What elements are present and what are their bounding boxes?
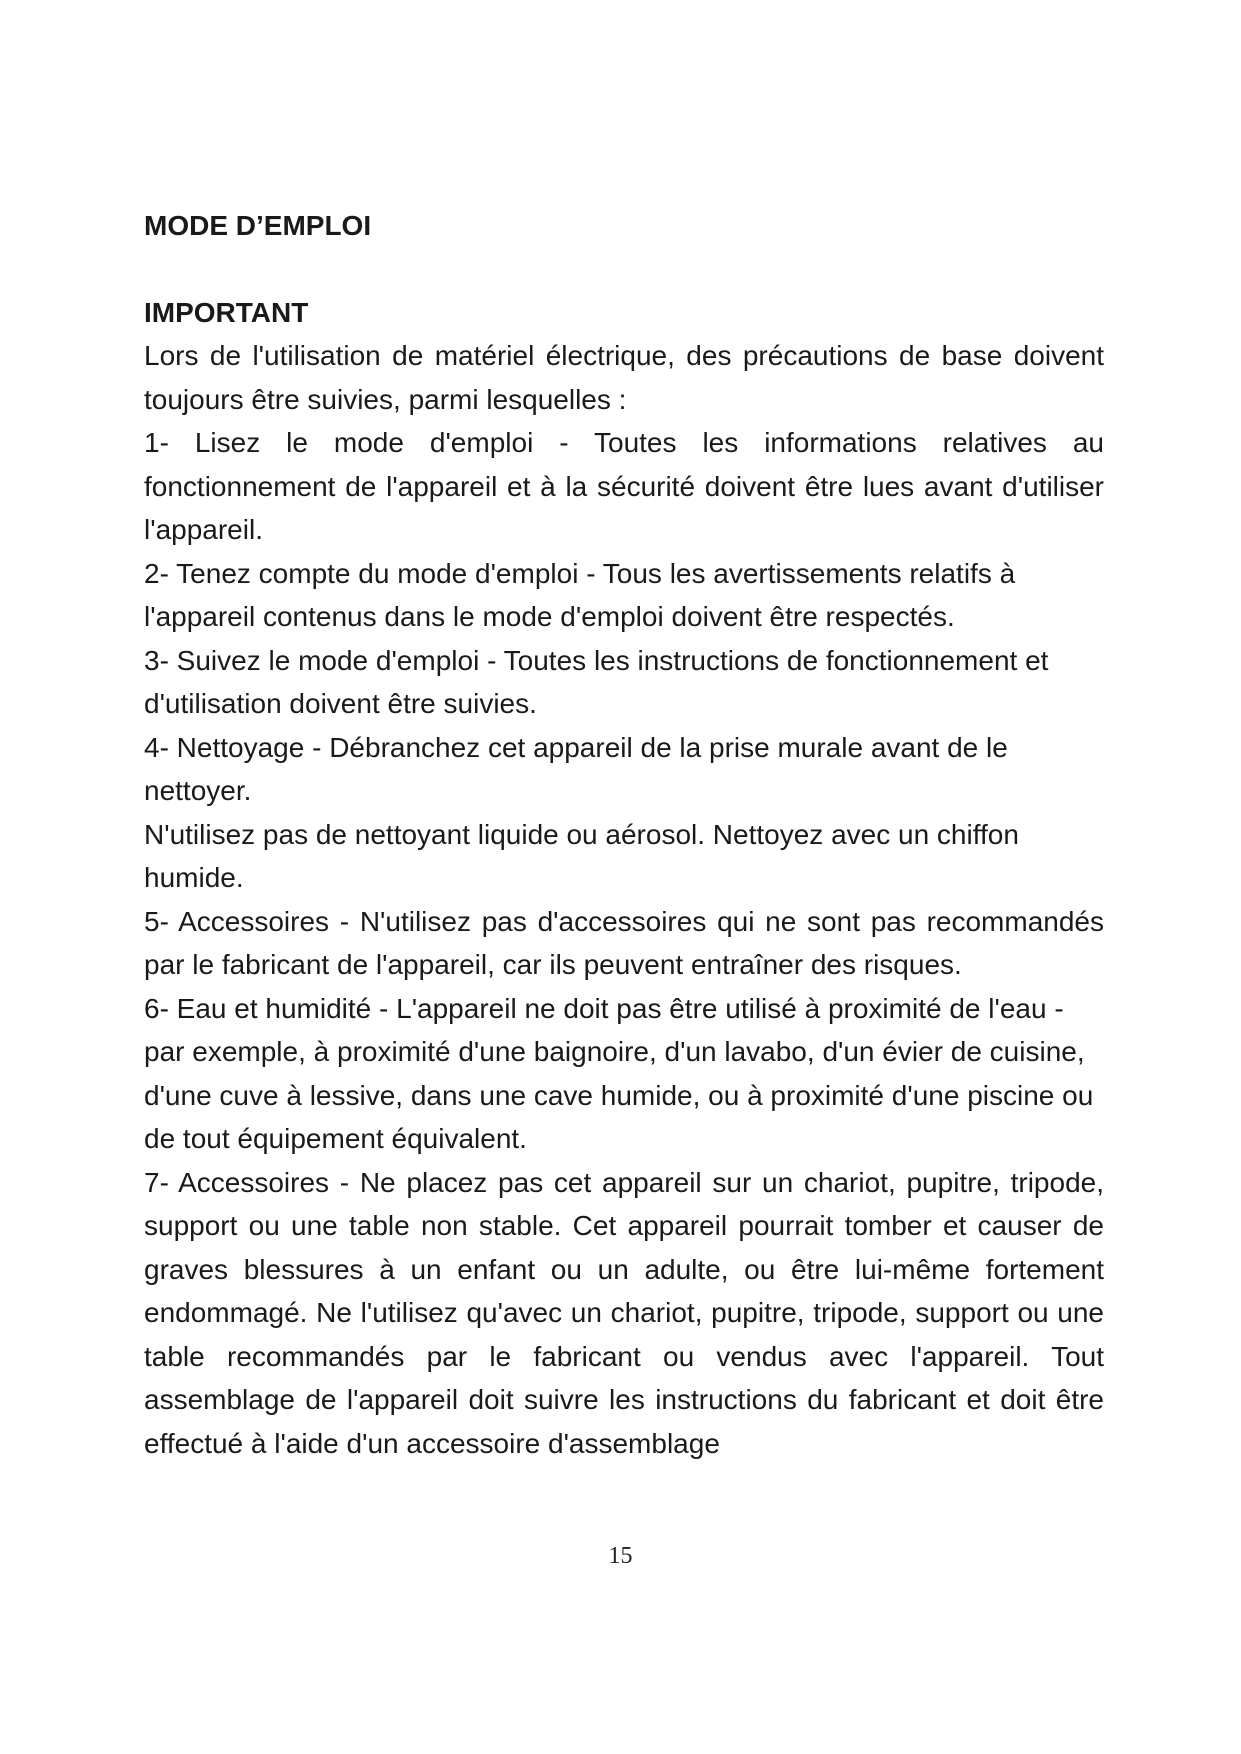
document-title: MODE D’EMPLOI: [144, 210, 372, 241]
instruction-item-4-note: N'utilisez pas de nettoyant liquide ou aérosol. Nettoyez avec un chiffon humide.: [144, 818, 1019, 893]
intro-paragraph: Lors de l'utilisation de matériel électrique, des précautions de base doivent toujours être suivies, parmi lesquelles :: [144, 340, 1104, 415]
instruction-item-4: 4- Nettoyage - Débranchez cet appareil de la prise murale avant de le nettoyer.: [144, 731, 1008, 806]
instruction-item-7: 7- Accessoires - Ne placez pas cet appareil sur un chariot, pupitre, tripode, support ou une table non stable. Cet appareil pourrait tomber et causer de graves blessures à un enfant ou un adulte, ou être lui-même fortement endommagé. Ne l'utilisez qu'avec un chariot, pupitre, tripode, support ou une table recommandés par le fabricant ou vendus avec l'appareil. Tout assemblage de l'appareil doit suivre les instructions du fabricant et doit être effectué à l'aide d'un accessoire d'assemblage: [144, 1166, 1104, 1459]
instruction-item-2: 2- Tenez compte du mode d'emploi - Tous les avertissements relatifs à l'appareil contenus dans le mode d'emploi doivent être respectés.: [144, 557, 1016, 632]
instruction-item-6: 6- Eau et humidité - L'appareil ne doit pas être utilisé à proximité de l'eau - par exemple, à proximité d'une baignoire, d'un lavabo, d'un évier de cuisine, d'une cuve à lessive, dans une cave humide, ou à proximité d'une piscine ou de tout équipement équivalent.: [144, 992, 1094, 1154]
instruction-item-3: 3- Suivez le mode d'emploi - Toutes les instructions de fonctionnement et d'utilisation doivent être suivies.: [144, 644, 1049, 719]
instruction-item-5: 5- Accessoires - N'utilisez pas d'accessoires qui ne sont pas recommandés par le fabricant de l'appareil, car ils peuvent entraîner des risques.: [144, 905, 1104, 980]
section-title-important: IMPORTANT: [144, 297, 309, 328]
instruction-item-1: 1- Lisez le mode d'emploi - Toutes les informations relatives au fonctionnement de l'appareil et à la sécurité doivent être lues avant d'utiliser l'appareil.: [144, 427, 1104, 545]
page-number: 15: [608, 1543, 633, 1569]
document-page: [144, 205, 1104, 1465]
